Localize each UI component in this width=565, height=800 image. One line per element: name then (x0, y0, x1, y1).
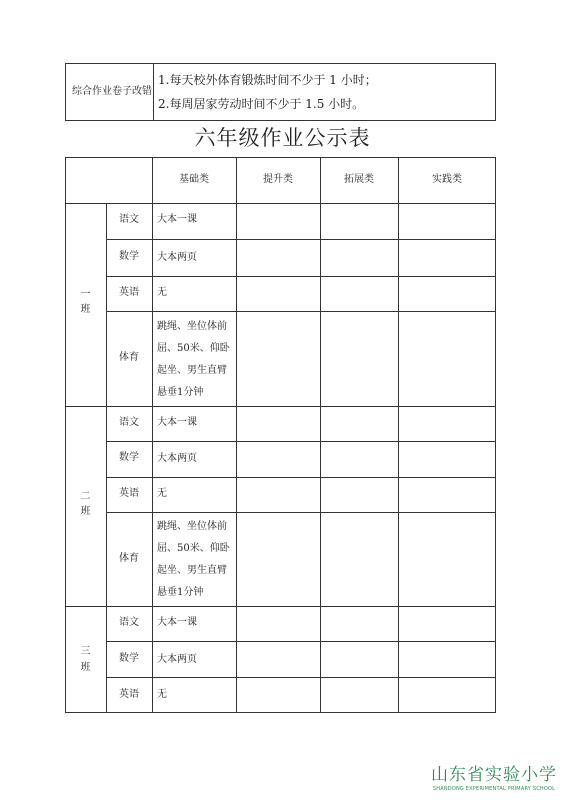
class-1-subject: 数学 (119, 251, 139, 262)
class-2-basic: 大本两页 (157, 453, 197, 464)
header-practice: 实践类 (432, 174, 462, 185)
row-line (106, 276, 496, 277)
class-3-basic: 大本一课 (157, 617, 197, 628)
top-table-line-1: 1.每天校外体育锻炼时间不少于 1 小时； (158, 73, 377, 87)
class-2-name-bottom: 班 (80, 506, 91, 517)
page-title: 六年级作业公示表 (194, 126, 371, 150)
row-line (106, 677, 496, 678)
class-1-basic: 大本两页 (157, 252, 197, 263)
school-logo (431, 760, 557, 792)
class-3-subject: 英语 (119, 689, 139, 700)
row-line (106, 311, 496, 312)
class-3-name-top: 三 (80, 646, 91, 657)
row-line (65, 606, 496, 607)
col-line (236, 157, 237, 713)
class-1-subject: 英语 (119, 287, 139, 298)
class-2-subject: 英语 (119, 488, 139, 499)
header-advanced: 提升类 (263, 174, 293, 185)
class-3-name-bottom: 班 (80, 662, 91, 673)
school-logo-english: SHANDONG EXPERIMENTAL PRIMARY SCHOOL (432, 786, 556, 792)
row-line (106, 641, 496, 642)
top-table-divider (153, 63, 154, 121)
class-3-subject: 语文 (119, 617, 139, 628)
header-extension: 拓展类 (344, 174, 374, 185)
row-line (106, 441, 496, 442)
col-line (398, 157, 399, 713)
class-1-subject: 体育 (119, 352, 139, 363)
top-table-label: 综合作业卷子改错 (72, 86, 152, 97)
class-3-subject: 数学 (119, 653, 139, 664)
header-basic: 基础类 (179, 174, 209, 185)
school-logo-name: 山东省实验小学 (431, 765, 557, 785)
col-line (320, 157, 321, 713)
class-1-basic: 大本一课 (157, 214, 197, 225)
class-2-name-top: 二 (80, 491, 91, 502)
class-2-basic: 无 (157, 488, 167, 499)
class-2-basic: 跳绳、坐位体前屈、50米、仰卧起坐、男生直臂悬垂1分钟 (157, 521, 230, 598)
row-line (106, 239, 496, 240)
class-2-subject: 体育 (119, 553, 139, 564)
class-1-basic: 无 (157, 287, 167, 298)
class-2-basic: 大本一课 (157, 417, 197, 428)
class-1-name-top: 一 (80, 289, 91, 300)
col-line (152, 157, 153, 713)
class-1-name-bottom: 班 (80, 304, 91, 315)
class-3-basic: 大本两页 (157, 654, 197, 665)
row-line (106, 477, 496, 478)
row-line (65, 406, 496, 407)
class-1-basic: 跳绳、坐位体前屈、50米、仰卧起坐、男生直臂悬垂1分钟 (157, 321, 230, 398)
class-2-subject: 数学 (119, 452, 139, 463)
row-line (106, 512, 496, 513)
class-3-basic: 无 (157, 689, 167, 700)
class-2-subject: 语文 (119, 417, 139, 428)
top-table-line-2: 2.每周居家劳动时间不少于 1.5 小时。 (158, 97, 365, 111)
row-line (65, 203, 496, 204)
class-1-subject: 语文 (119, 214, 139, 225)
